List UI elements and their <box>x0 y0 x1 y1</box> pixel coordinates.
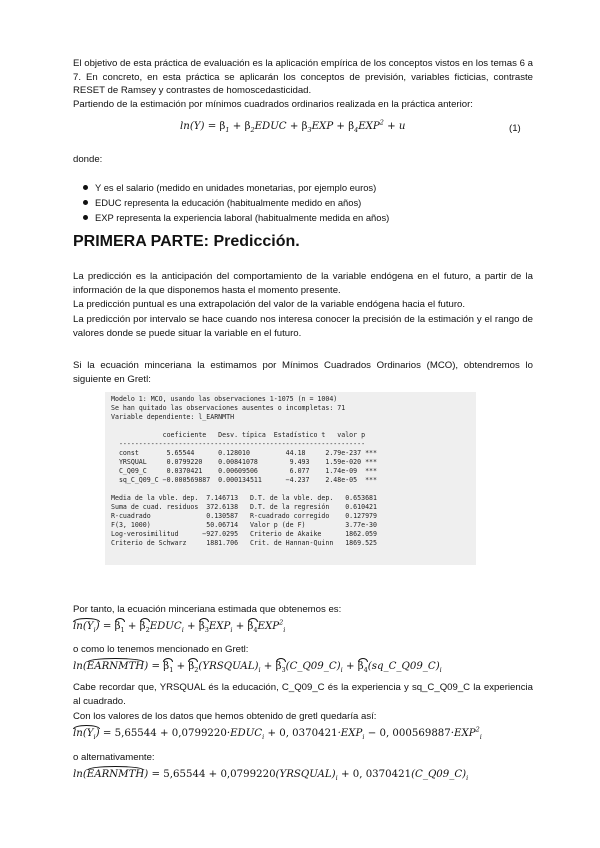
gretl-line: R-cuadrado 0.130587 R-cuadrado corregido 0.127979 <box>111 512 377 520</box>
gretl-mention-paragraph: o como lo tenemos mencionado en Gretl: <box>73 644 249 655</box>
gretl-equation: ln(EARNMTH) = $\beta_1$ + $\beta_2(YRSQUAL)_i$ + $\beta_3(C\_Q09\_C)_i$ + $\beta_4(sq\_C\_Q09\_C)_i$ <box>73 661 442 675</box>
gretl-line: Variable dependiente: l_EARNMTH <box>111 413 235 421</box>
gretl-line: coeficiente Desv. típica Estadístico t valor p <box>111 431 366 439</box>
section-title: PRIMERA PARTE: Predicción. <box>73 233 300 250</box>
estimated-equation-intro: Por tanto, la ecuación minceriana estimada que obtenemos es: <box>73 604 342 615</box>
gretl-line: F(3, 1000) 50.06714 Valor p (de F) 3.77e-30 <box>111 521 377 529</box>
donde-label: donde: <box>73 154 103 165</box>
equation-1: $\ln(Y) = \beta_1$ + $\beta_2EDUC + \beta_3EXP + \beta_4EXP^2 + u$ <box>180 118 406 135</box>
gretl-line: Media de la vble. dep. 7.146713 D.T. de la vble. dep. 0.653681 <box>111 494 377 502</box>
coef-b3: 0, 000569887 <box>379 728 451 739</box>
gretl-line: Criterio de Schwarz 1881.706 Crit. de Hannan-Quinn 1869.525 <box>111 539 377 547</box>
variables-reminder: Cabe recordar que, YRSQUAL és la educación, C_Q09_C és la experiencia y sq_C_Q09_C la experiencia al cuadrado. <box>73 682 533 707</box>
gretl-output <box>105 392 476 565</box>
intro-paragraph: El objetivo de esta práctica de evaluación es la aplicación empírica de los conceptos vistos en los temas 6 a 7. En concreto, en esta práctica se aplicarán los conceptos de previsión, variables ficticias, contraste RESET de Ramsey y contrastes de homoscedasticidad. <box>73 58 533 97</box>
gretl-line: -------------------------------------------------------------- <box>111 440 366 448</box>
list-item: EXP representa la experiencia laboral (habitualmente medida en años) <box>73 210 389 225</box>
coef-b0: 5,65544 <box>114 728 157 739</box>
variable-list <box>73 180 389 225</box>
prediction-paragraph: La predicción es la anticipación del comportamiento de la variable endógena en el futuro, a partir de la información de la que disponemos hasta el momento presente. <box>73 271 533 296</box>
alternative-equation: ln(EARNMTH) = $5,65544 + 0,0799220(YRSQUAL)_i + 0$, $0370421(C\_Q09\_C)_i$ <box>73 769 469 783</box>
gretl-line: Log-verosimilitud −927.0295 Criterio de Akaike 1862.059 <box>111 530 377 538</box>
numeric-equation: $\ln(Y_i) = 5,65544$ + $0,0799220\cdot EDUC_i + 0$, $0370421\cdot EXP_i - 0$, $000569887\cdot EXP^2_i$ <box>73 725 482 742</box>
estimated-equation: $\ln(Y_i) = \beta_1$ + $\beta_2EDUC_i + \beta_3EXP_i + \beta_4EXP^2_i$ <box>73 618 286 635</box>
interval-prediction-paragraph: La predicción por intervalo se hace cuando nos interesa conocer la precisión de la estimación y el rango de valores donde se puede situar la variable en el futuro. <box>73 314 533 339</box>
gretl-line: C_Q09_C 0.0370421 0.00609506 6.077 1.74e-09 *** <box>111 467 377 475</box>
gretl-line: Modelo 1: MCO, usando las observaciones 1-1075 (n = 1004) <box>111 395 338 403</box>
mco-paragraph: Si la ecuación minceriana la estimamos por Mínimos Cuadrados Ordinarios (MCO), obtendremos lo siguiente en Gretl: <box>73 360 533 385</box>
gretl-line: Suma de cuad. residuos 372.6138 D.T. de la regresión 0.610421 <box>111 503 377 511</box>
intro-paragraph-2: Partiendo de la estimación por mínimos cuadrados ordinarios realizada en la práctica anterior: <box>73 99 473 110</box>
gretl-line: const 5.65544 0.128010 44.18 2.79e-237 *** <box>111 449 377 457</box>
list-item: Y es el salario (medido en unidades monetarias, por ejemplo euros) <box>73 180 389 195</box>
gretl-line: YRSQUAL 0.0799220 0.00841078 9.493 1.59e-020 *** <box>111 458 377 466</box>
equation-number: (1) <box>509 123 521 134</box>
coef-b2: 0, 0370421 <box>279 728 338 739</box>
gretl-line: Se han quitado las observaciones ausentes o incompletas: 71 <box>111 404 346 412</box>
alternative-intro: o alternativamente: <box>73 752 155 763</box>
numeric-intro: Con los valores de los datos que hemos obtenido de gretl quedaría así: <box>73 711 377 722</box>
list-item: EDUC representa la educación (habitualmente medido en años) <box>73 195 389 210</box>
coef-b1: 0,0799220 <box>171 728 227 739</box>
gretl-line: sq_C_Q09_C −0.000569887 0.000134511 −4.237 2.48e-05 *** <box>111 476 377 484</box>
point-prediction-paragraph: La predicción puntual es una extrapolación del valor de la variable endógena hacia el futuro. <box>73 299 466 310</box>
